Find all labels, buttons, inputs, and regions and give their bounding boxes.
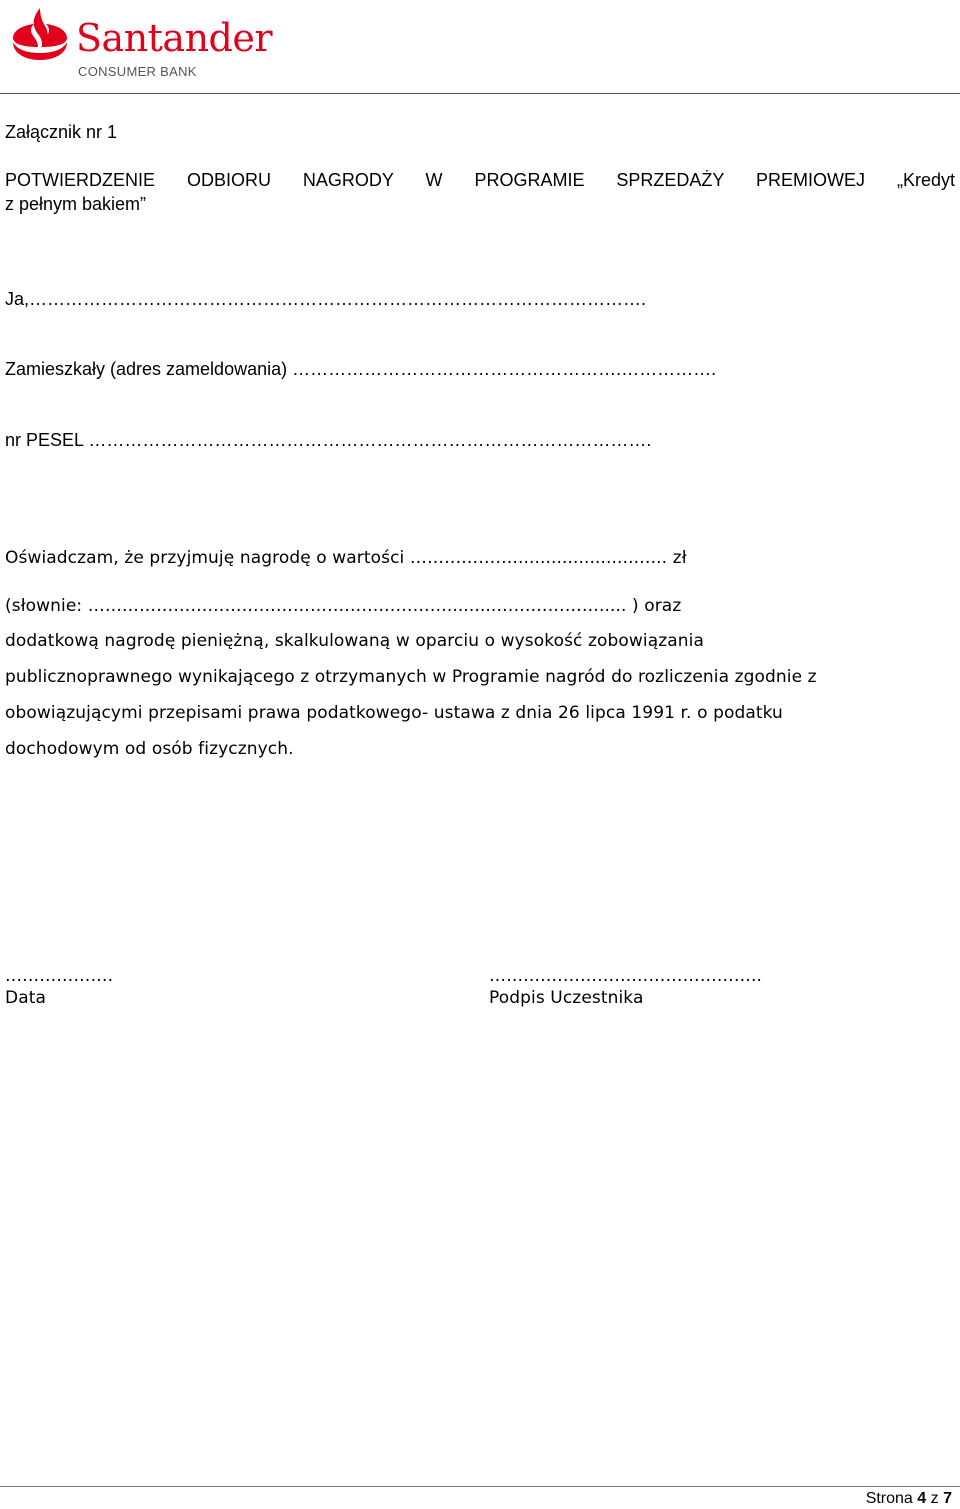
page-of: z <box>930 1490 939 1507</box>
declaration-body-line-3: obowiązującymi przepisami prawa podatkowego- ustawa z dnia 26 lipca 1991 r. o podatku <box>5 703 783 723</box>
signature-label: Podpis Uczestnika <box>489 988 644 1008</box>
declaration-body-line-4: dochodowym od osób fizycznych. <box>5 739 294 759</box>
declaration-value-line: Oświadczam, że przyjmuję nagrodę o wartości ……………….......................….. zł <box>5 548 687 568</box>
page-header <box>0 0 960 96</box>
page-prefix: Strona <box>865 1490 913 1507</box>
date-dots: ………………. <box>5 966 114 986</box>
header-divider <box>0 93 960 94</box>
date-label: Data <box>5 988 46 1008</box>
name-field-line: Ja,…………………………………………………………………………………………. <box>5 289 647 309</box>
amount-in-words-line: (słownie: ……………………………………………………….........………………..... ) oraz <box>5 596 682 616</box>
attachment-label: Załącznik nr 1 <box>5 122 118 142</box>
address-field-line: Zamieszkały (adres zameldowania) ……………………………………………….……………. <box>5 359 717 379</box>
declaration-body-line-1: dodatkową nagrodę pieniężną, skalkulowaną w oparciu o wysokość zobowiązania <box>5 631 704 651</box>
signature-dots: …….………………………………….. <box>489 966 763 986</box>
brand-subtitle: CONSUMER BANK <box>78 64 197 79</box>
santander-flame-icon <box>10 6 70 62</box>
page-current: 4 <box>917 1490 927 1507</box>
santander-logo <box>10 6 273 86</box>
page-number <box>866 1489 952 1509</box>
pesel-field-line: nr PESEL …………………………………………………………………………………. <box>5 430 652 450</box>
document-title-line-1: POTWIERDZENIE ODBIORU NAGRODY W PROGRAMIE SPRZEDAŻY PREMIOWEJ „Kredyt <box>5 170 955 190</box>
declaration-body-line-2: publicznoprawnego wynikającego z otrzymanych w Programie nagród do rozliczenia zgodnie z <box>5 667 817 687</box>
page-total: 7 <box>943 1490 952 1507</box>
document-title-line-2: z pełnym bakiem” <box>5 194 147 214</box>
footer-divider <box>0 1486 960 1487</box>
brand-name: Santander <box>76 16 273 60</box>
